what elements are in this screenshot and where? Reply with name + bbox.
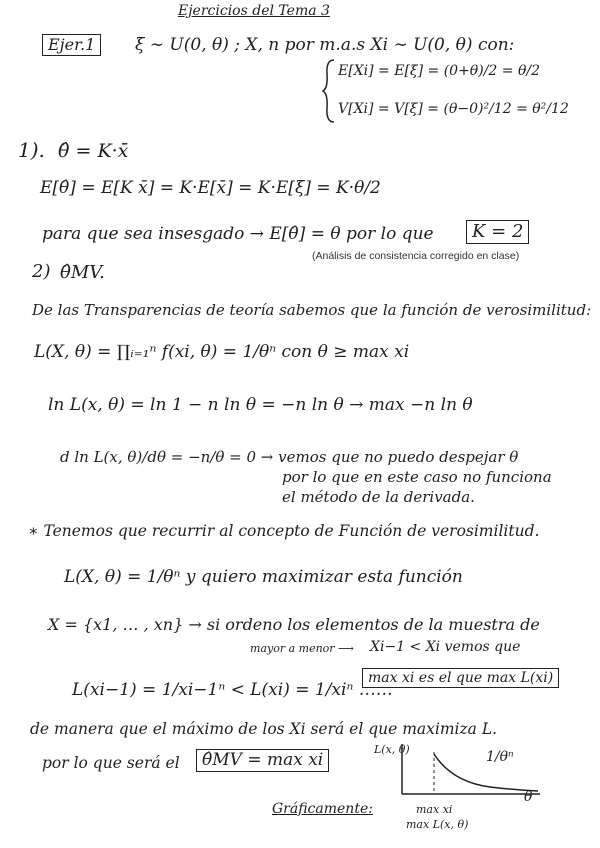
likelihood-function: L(X, θ) = ∏ᵢ₌₁ⁿ f(xi, θ) = 1/θⁿ con θ ≥ max xi: [34, 342, 410, 362]
order-relation: Xi−1 < Xi vemos que: [370, 639, 521, 655]
conclusion-line2: por lo que será el: [42, 754, 180, 772]
derivative-line: d ln L(x, θ)/dθ = −n/θ = 0 → vemos que no puedo despejar θ: [60, 448, 519, 466]
log-likelihood: ln L(x, θ) = ln 1 − n ln θ = −n ln θ → max −n ln θ: [48, 395, 473, 415]
variance-formula: V[Xi] = V[ξ] = (θ−0)²/12 = θ²/12: [338, 101, 569, 117]
page-title: Ejercicios del Tema 3: [178, 3, 330, 19]
final-result-box: θ̂MV = max xi: [196, 749, 329, 772]
part1-expectation: E[θ̂] = E[K x̄] = K·E[x̄] = K·E[ξ] = K·θ/2: [40, 178, 381, 198]
conclusion-line1: de manera que el máximo de los Xi será el que maximiza L.: [30, 720, 498, 738]
graph-marker-label2: max L(x, θ): [406, 818, 469, 831]
maximize-line: L(X, θ) = 1/θⁿ y quiero maximizar esta función: [64, 567, 463, 587]
graph-x-label: θ: [524, 789, 533, 805]
graph-y-label: L(x, θ): [374, 743, 410, 756]
consistency-note: (Análisis de consistencia corregido en clase): [312, 250, 520, 262]
part1-estimator: θ̂ = K·x̄: [58, 140, 129, 162]
order-direction: mayor a menor ⟶: [250, 642, 354, 655]
theory-intro: De las Transparencias de teoría sabemos que la función de verosimilitud:: [32, 301, 592, 319]
part1-result-box: K = 2: [466, 220, 529, 244]
exercise-statement: ξ ∼ U(0, θ) ; X, n por m.a.s Xi ∼ U(0, θ) con:: [135, 35, 515, 55]
graph-curve-label: 1/θⁿ: [486, 749, 514, 765]
expectation-formula: E[Xi] = E[ξ] = (0+θ)/2 = θ/2: [338, 63, 541, 79]
likelihood-compare: L(xi−1) = 1/xi−1ⁿ < L(xi) = 1/xiⁿ ……: [72, 680, 393, 700]
verosimilitud-concept: ∗ Tenemos que recurrir al concepto de Función de verosimilitud.: [28, 522, 540, 540]
derivative-cont2: el método de la derivada.: [282, 488, 475, 506]
part2-number: 2): [32, 261, 51, 282]
derivative-cont1: por lo que en este caso no funciona: [282, 468, 552, 486]
part1-unbiased: para que sea insesgado → E[θ̂] = θ por lo que: [42, 224, 434, 244]
compare-result-box: max xi es el que max L(xi): [362, 668, 559, 688]
graph-marker-label1: max xi: [416, 803, 453, 816]
exercise-label: Ejer.1: [42, 34, 101, 56]
system-brace: [322, 58, 336, 124]
graph-title: Gráficamente:: [272, 801, 373, 817]
sample-order: X = {x1, … , xn} → si ordeno los elementos de la muestra de: [48, 615, 540, 634]
part2-estimator: θ̂MV.: [60, 262, 105, 283]
part1-number: 1).: [18, 138, 45, 162]
